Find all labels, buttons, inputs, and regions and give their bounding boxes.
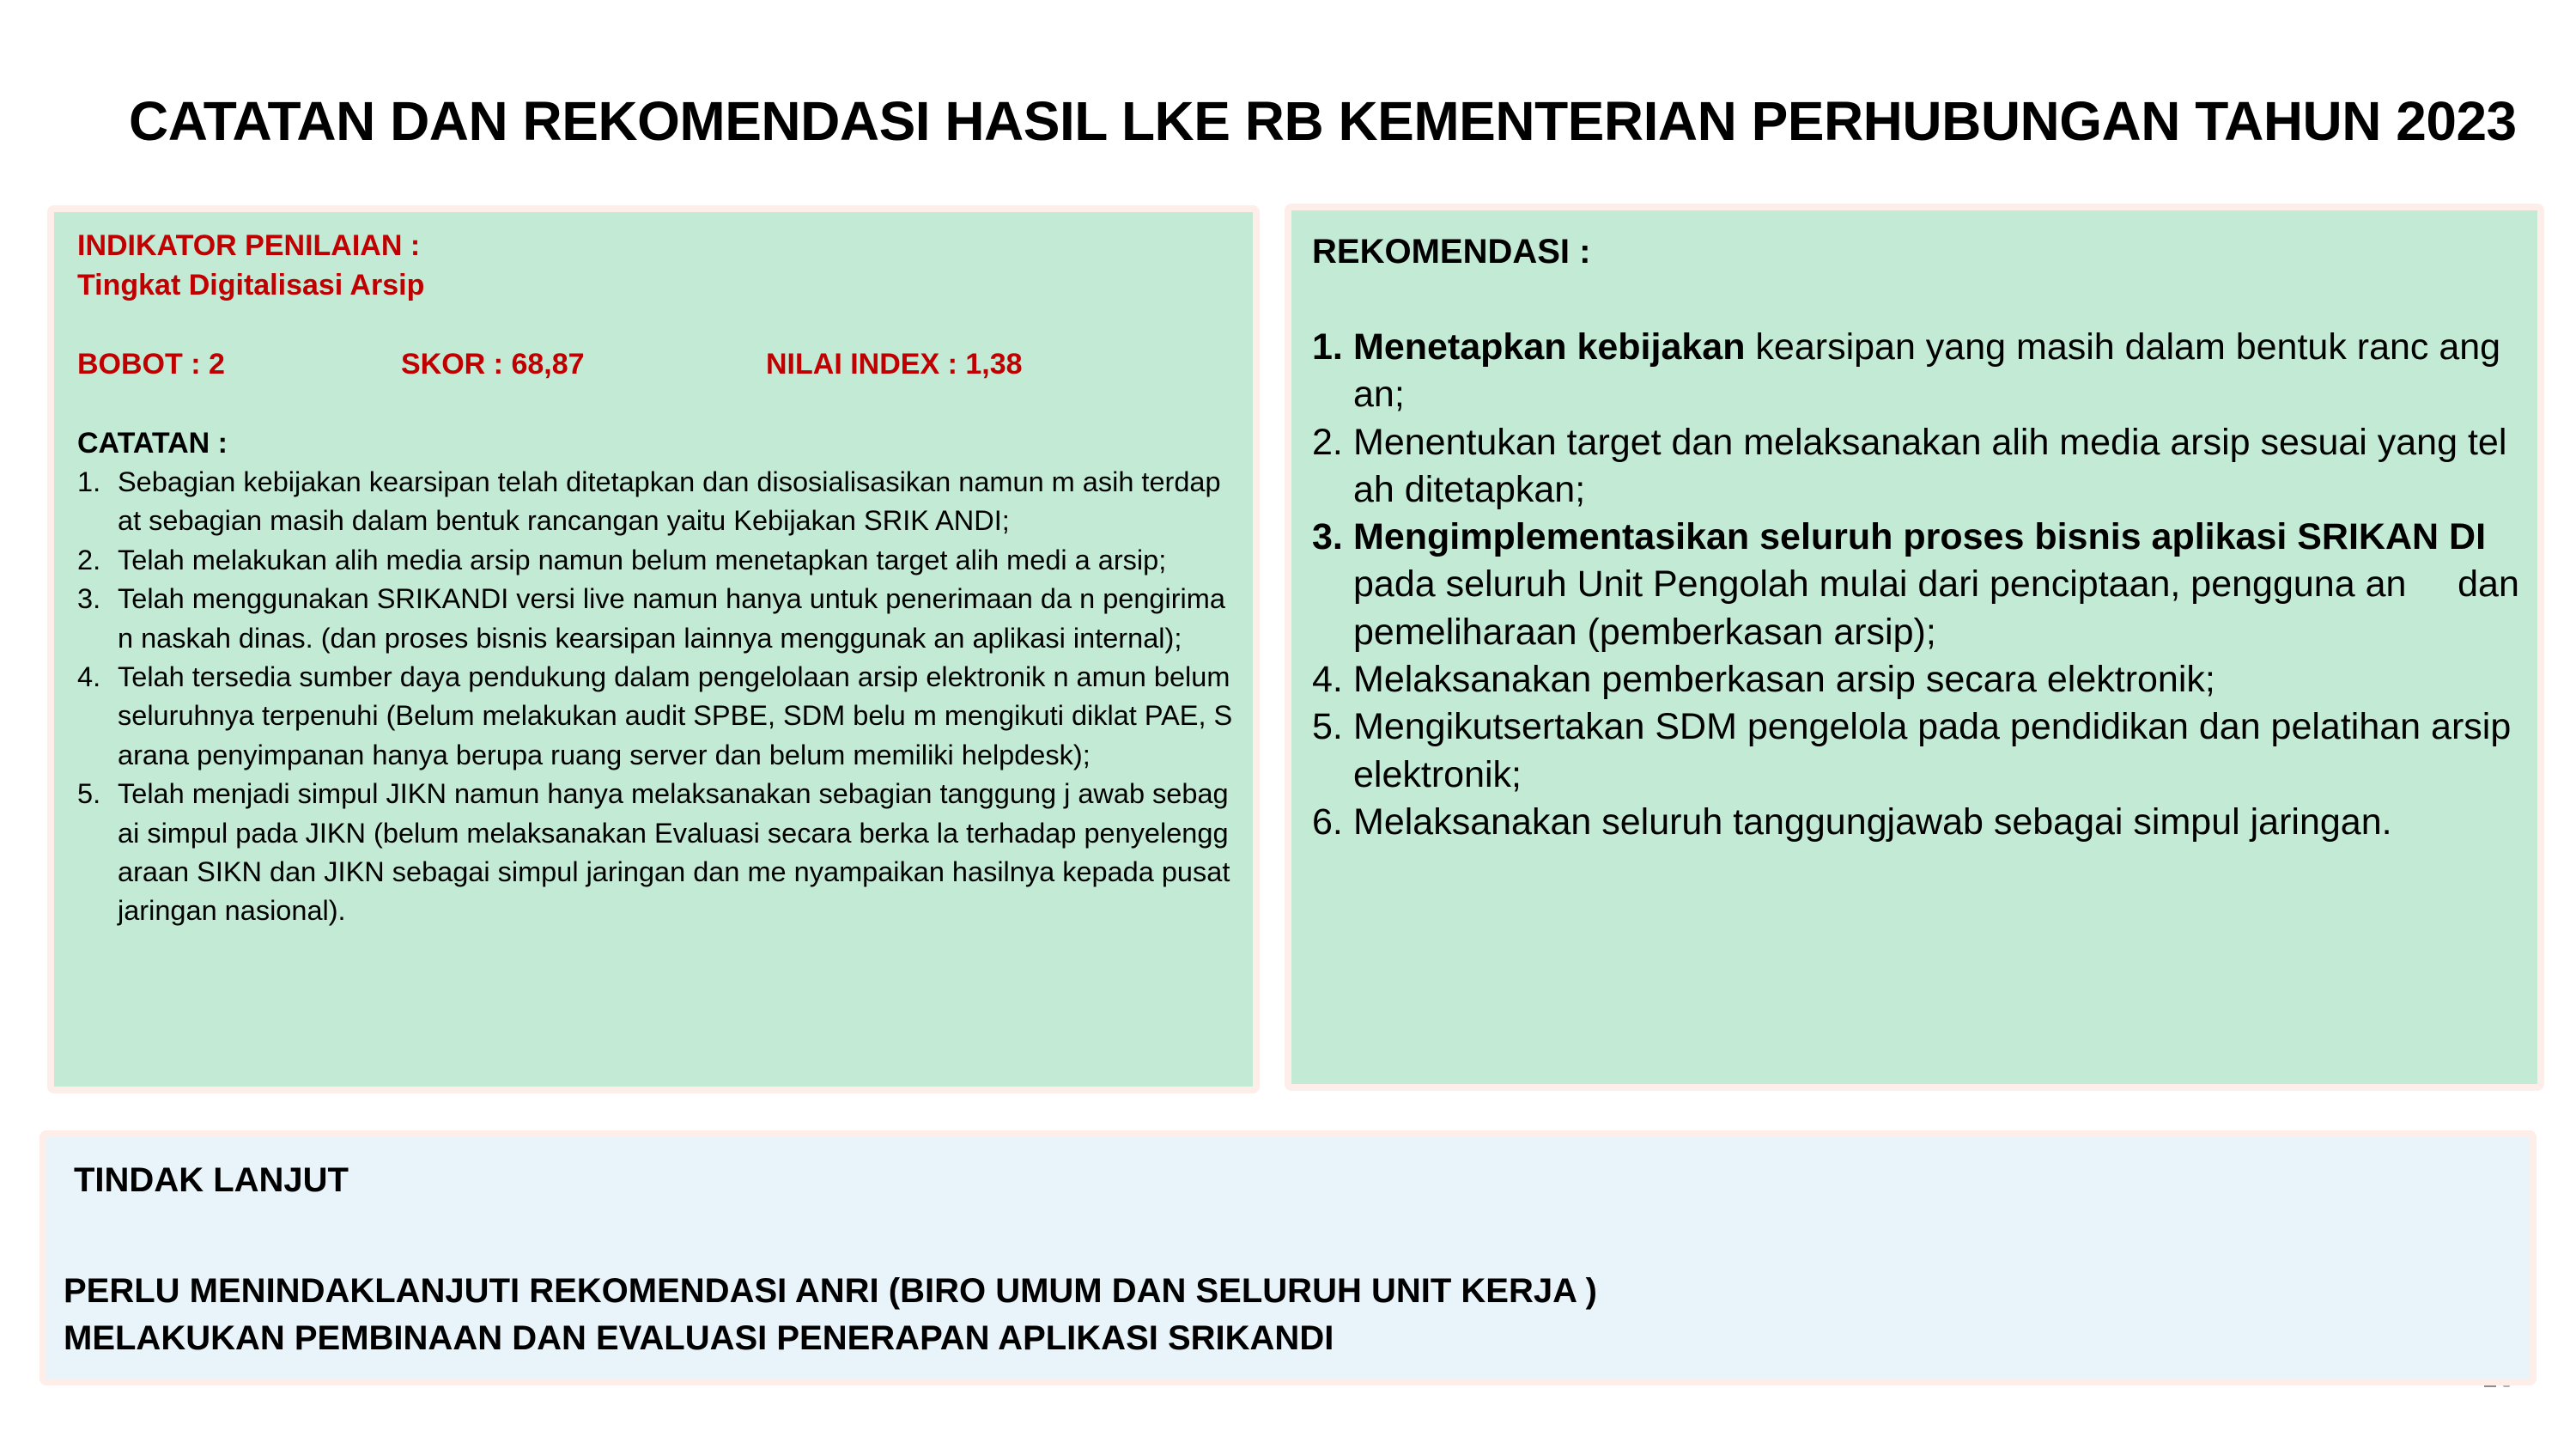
catatan-item-number: 5.	[77, 778, 101, 810]
rekomendasi-item-number: 3.	[1312, 516, 1343, 558]
catatan-item	[77, 658, 1236, 775]
rekomendasi-panel-content	[1312, 228, 2530, 846]
rekomendasi-item-text: pada seluruh Unit Pengolah mulai dari penciptaan, pengguna an dan pemeliharaan (pemberkasan arsip);	[1353, 516, 2530, 653]
tindak-lanjut-line: PERLU MENINDAKLANJUTI REKOMENDASI ANRI (BIRO UMUM DAN SELURUH UNIT KERJA )	[64, 1272, 1597, 1310]
tindak-lanjut-panel	[39, 1130, 2537, 1385]
tindak-lanjut-lines	[64, 1268, 2512, 1362]
catatan-item-text: Sebagian kebijakan kearsipan telah ditetapkan dan disosialisasikan namun m asih terdapat sebagian masih dalam bentuk rancangan yaitu Kebijakan SRIK ANDI;	[118, 466, 1221, 537]
rekomendasi-item-text: Melaksanakan seluruh tanggungjawab sebagai simpul jaringan.	[1353, 801, 2392, 843]
skor-value: SKOR : 68,87	[401, 348, 585, 381]
rekomendasi-item	[1312, 703, 2520, 799]
tindak-lanjut-line: MELAKUKAN PEMBINAAN DAN EVALUASI PENERAPAN APLIKASI SRIKANDI	[64, 1319, 1334, 1357]
indikator-label: INDIKATOR PENILAIAN :	[77, 229, 421, 262]
catatan-item-text: Telah melakukan alih media arsip namun belum menetapkan target alih medi a arsip;	[118, 544, 1167, 575]
rekomendasi-item-bold: Menetapkan kebijakan	[1353, 326, 1746, 368]
catatan-list	[77, 463, 1236, 931]
catatan-item-number: 4.	[77, 661, 101, 693]
rekomendasi-item	[1312, 799, 2520, 846]
catatan-heading: CATATAN :	[77, 427, 228, 460]
bobot-value: BOBOT : 2	[77, 348, 225, 381]
nilai-index-value: NILAI INDEX : 1,38	[766, 348, 1023, 381]
rekomendasi-item-text: kearsipan yang masih dalam bentuk ranc angan;	[1353, 326, 2501, 416]
rekomendasi-item	[1312, 656, 2520, 703]
catatan-item-text: Telah menggunakan SRIKANDI versi live namun hanya untuk penerimaan da n pengiriman naskah dinas. (dan proses bisnis kearsipan lainnya menggunak an aplikasi internal);	[118, 583, 1225, 654]
score-row	[77, 344, 1236, 384]
rekomendasi-item-bold: Mengimplementasikan seluruh proses bisnis aplikasi SRIKAN DI	[1353, 516, 2487, 558]
catatan-item-text: Telah tersedia sumber daya pendukung dalam pengelolaan arsip elektronik n amun belum seluruhnya terpenuhi (Belum melakukan audit SPBE, SDM belu m mengikuti diklat PAE, Sarana penyimpanan hanya berupa ruang server dan belum memiliki helpdesk);	[118, 661, 1233, 770]
rekomendasi-item	[1312, 324, 2520, 419]
catatan-item	[77, 775, 1236, 931]
catatan-item	[77, 463, 1236, 541]
catatan-item-text: Telah menjadi simpul JIKN namun hanya melaksanakan sebagian tanggung j awab sebagai simpul pada JIKN (belum melaksanakan Evaluasi secara berka la terhadap penyelenggaraan SIKN dan JIKN sebagai simpul jaringan dan me nyampaikan hasilnya kepada pusat jaringan nasional).	[118, 778, 1230, 927]
rekomendasi-item-text: Melaksanakan pemberkasan arsip secara elektronik;	[1353, 659, 2215, 701]
catatan-panel	[47, 205, 1260, 1093]
rekomendasi-panel	[1285, 204, 2544, 1091]
rekomendasi-heading: REKOMENDASI :	[1312, 233, 1591, 271]
rekomendasi-item	[1312, 419, 2520, 514]
rekomendasi-item-number: 6.	[1312, 801, 1343, 843]
catatan-item-number: 3.	[77, 583, 101, 615]
catatan-item	[77, 580, 1236, 658]
slide-title: CATATAN DAN REKOMENDASI HASIL LKE RB KEMENTERIAN PERHUBUNGAN TAHUN 2023	[129, 90, 2517, 152]
rekomendasi-list	[1312, 324, 2530, 846]
rekomendasi-item-text: Menentukan target dan melaksanakan alih media arsip sesuai yang telah ditetapkan;	[1353, 421, 2507, 510]
rekomendasi-item-number: 1.	[1312, 326, 1343, 368]
rekomendasi-item-text: Mengikutsertakan SDM pengelola pada pendidikan dan pelatihan arsip elektronik;	[1353, 706, 2512, 795]
tindak-lanjut-content	[64, 1156, 2512, 1362]
rekomendasi-item	[1312, 514, 2530, 656]
catatan-item	[77, 541, 1236, 580]
catatan-panel-content	[77, 226, 1236, 931]
rekomendasi-item-number: 5.	[1312, 706, 1343, 748]
rekomendasi-item-number: 2.	[1312, 421, 1343, 463]
catatan-item-number: 1.	[77, 466, 101, 497]
catatan-item-number: 2.	[77, 544, 101, 575]
rekomendasi-item-number: 4.	[1312, 659, 1343, 701]
tindak-lanjut-heading: TINDAK LANJUT	[74, 1161, 349, 1199]
indikator-name: Tingkat Digitalisasi Arsip	[77, 269, 425, 301]
